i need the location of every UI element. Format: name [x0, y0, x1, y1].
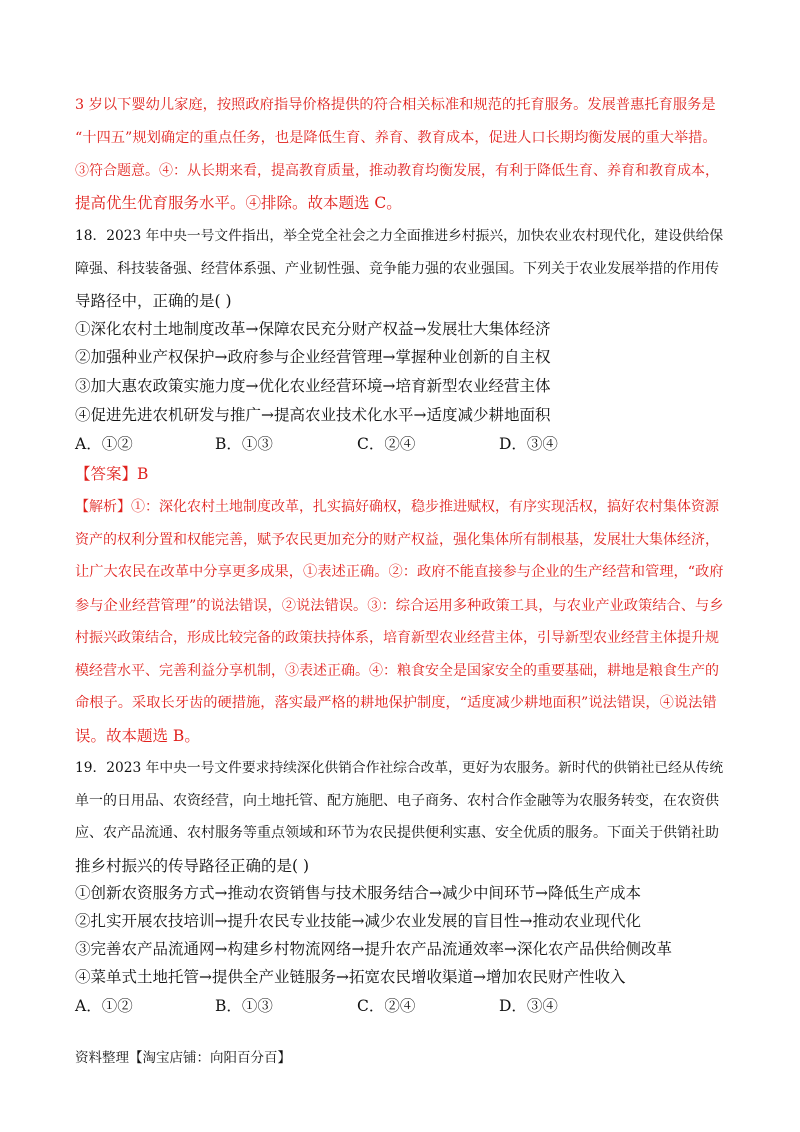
q19-stem-line: 应、农产品流通、农村服务等重点领域和环节为农民提供便利实惠、安全优质的服务。下面关于供销社助 — [75, 825, 719, 841]
q19-item: ②扎实开展农技培训→提升农民专业技能→减少农业发展的盲目性→推动农业现代化 — [75, 912, 641, 930]
q19-options — [75, 996, 725, 1016]
q19-stem-line: 19．2023 年中央一号文件要求持续深化供销合作社综合改革，更好为农服务。新时代的供销社已经从传统 — [75, 760, 724, 776]
q18-stem-line: 18．2023 年中央一号文件指出，举全党全社会之力全面推进乡村振兴，加快农业农村现代化，建设供给保 — [75, 228, 724, 244]
q18-item: ③加大惠农政策实施力度→优化农业经营环境→培育新型农业经营主体 — [75, 377, 551, 395]
q19-item: ①创新农资服务方式→推动农资销售与技术服务结合→减少中间环节→降低生产成本 — [75, 884, 641, 902]
q18-answer: 【答案】B — [75, 465, 149, 483]
option-c: C．②④ — [357, 435, 416, 453]
q19-item: ④菜单式土地托管→提供全产业链服务→拓宽农民增收渠道→增加农民财产性收入 — [75, 968, 626, 986]
prev-explanation-line: ③符合题意。④：从长期来看，提高教育质量，推动教育均衡发展，有利于降低生育、养育和教育成本， — [75, 163, 719, 179]
footer-source: 资料整理【淘宝店铺：向阳百分百】 — [75, 1050, 291, 1066]
option-b: B．①③ — [215, 435, 273, 453]
option-c: C．②④ — [357, 997, 416, 1015]
q19-item: ③完善农产品流通网→构建乡村物流网络→提升农产品流通效率→深化农产品供给侧改革 — [75, 940, 672, 958]
q18-analysis-line: 参与企业经营管理”的说法错误，②说法错误。③：综合运用多种政策工具，与农业产业政策结合、与乡 — [75, 598, 724, 614]
q19-stem-line: 单一的日用品、农资经营，向土地托管、配方施肥、电子商务、农村合作金融等为农服务转变，在农资供 — [75, 793, 719, 809]
option-d: D．③④ — [499, 435, 558, 453]
prev-explanation-line: “十四五”规划确定的重点任务，也是降低生育、养育、教育成本，促进人口长期均衡发展的重大举措。 — [75, 130, 717, 146]
option-a: A．①② — [75, 997, 133, 1015]
q18-analysis-line: 【解析】①：深化农村土地制度改革，扎实搞好确权，稳步推进赋权，有序实现活权，搞好农村集体资源 — [75, 499, 719, 515]
option-b: B．①③ — [215, 997, 273, 1015]
prev-explanation-line: 3 岁以下婴幼儿家庭，按照政府指导价格提供的符合相关标准和规范的托育服务。发展普惠托育服务是 — [75, 97, 716, 113]
q18-analysis-line: 误。故本题选 B。 — [75, 727, 200, 745]
q18-item: ④促进先进农机研发与推广→提高农业技术化水平→适度减少耕地面积 — [75, 406, 551, 424]
q18-analysis-line: 命根子。采取长牙齿的硬措施，落实最严格的耕地保护制度，“适度减少耕地面积”说法错误，④说法错 — [75, 695, 717, 711]
q18-analysis-line: 资产的权利分置和权能完善，赋予农民更加充分的财产权益，强化集体所有制根基，发展壮大集体经济， — [75, 532, 719, 548]
q18-analysis-line: 模经营水平、完善利益分享机制，③表述正确。④：粮食安全是国家安全的重要基础，耕地是粮食生产的 — [75, 663, 719, 679]
q18-item: ②加强种业产权保护→政府参与企业经营管理→掌握种业创新的自主权 — [75, 348, 551, 366]
option-a: A．①② — [75, 435, 133, 453]
prev-explanation-line: 提高优生优育服务水平。④排除。故本题选 C。 — [75, 194, 402, 212]
option-d: D．③④ — [499, 997, 558, 1015]
q18-stem-line: 导路径中，正确的是( ) — [75, 292, 232, 310]
q18-analysis-line: 让广大农民在改革中分享更多成果，①表述正确。②：政府不能直接参与企业的生产经营和管理，“政府 — [75, 564, 724, 580]
q18-item: ①深化农村土地制度改革→保障农民充分财产权益→发展壮大集体经济 — [75, 320, 551, 338]
q18-analysis-line: 村振兴政策结合，形成比较完备的政策扶持体系，培育新型农业经营主体，引导新型农业经营主体提升规 — [75, 630, 719, 646]
q19-stem-line: 推乡村振兴的传导路径正确的是( ) — [75, 857, 310, 875]
q18-options — [75, 434, 725, 454]
q18-stem-line: 障强、科技装备强、经营体系强、产业韧性强、竞争能力强的农业强国。下列关于农业发展举措的作用传 — [75, 261, 719, 277]
